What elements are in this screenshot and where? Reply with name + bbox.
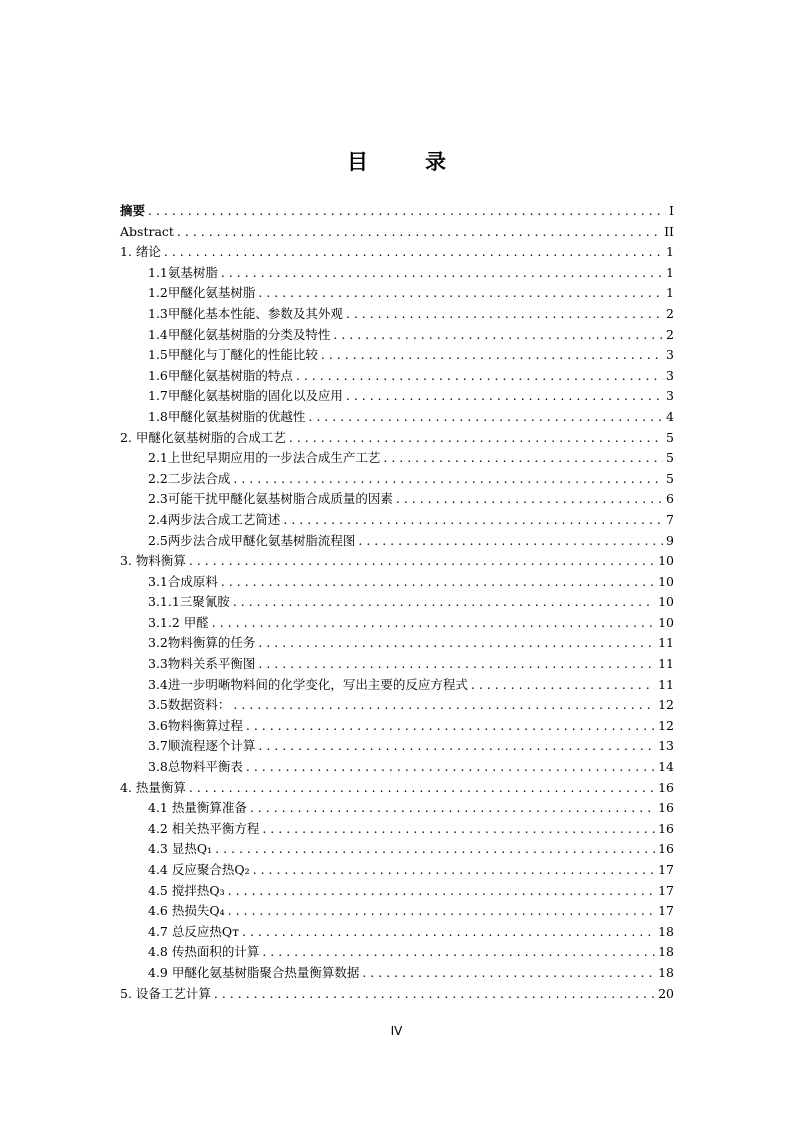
toc-entry-page: 16 — [658, 820, 674, 836]
toc-entry-page: 11 — [658, 676, 674, 692]
toc-entry[interactable] — [120, 901, 674, 922]
toc-entry-label: 2.4两步法合成工艺简述 — [148, 511, 281, 527]
toc-entry-label: 2.5两步法合成甲醚化氨基树脂流程图 — [148, 532, 356, 548]
toc-entry[interactable] — [120, 242, 674, 263]
toc-entry-page: 11 — [658, 635, 674, 651]
toc-entry-page: 12 — [658, 697, 674, 713]
toc-entry[interactable] — [120, 222, 674, 243]
toc-entry[interactable] — [120, 839, 674, 860]
toc-entry[interactable] — [120, 942, 674, 963]
toc-entry[interactable] — [120, 448, 674, 469]
toc-entry-page: 4 — [666, 408, 674, 424]
toc-leader-dots — [253, 860, 655, 881]
toc-leader-dots — [242, 922, 655, 943]
toc-entry[interactable] — [120, 201, 674, 222]
toc-entry-page: 18 — [658, 964, 674, 980]
toc-entry[interactable] — [120, 695, 674, 716]
toc-entry-label: 3.1.2 甲醛 — [148, 614, 209, 630]
toc-entry[interactable] — [120, 819, 674, 840]
toc-entry[interactable] — [120, 345, 674, 366]
toc-leader-dots — [358, 531, 663, 552]
toc-leader-dots — [308, 407, 663, 428]
toc-leader-dots — [164, 242, 663, 263]
toc-entry-page: 2 — [666, 305, 674, 321]
toc-entry-page: 3 — [666, 367, 674, 383]
toc-entry[interactable] — [120, 778, 674, 799]
toc-entry-page: 16 — [658, 779, 674, 795]
toc-entry[interactable] — [120, 325, 674, 346]
toc-entry-page: 5 — [666, 450, 674, 466]
toc-entry[interactable] — [120, 366, 674, 387]
toc-entry[interactable] — [120, 963, 674, 984]
toc-entry-label: Abstract — [120, 223, 174, 239]
toc-entry-label: 4.9 甲醚化氨基树脂聚合热量衡算数据 — [148, 964, 360, 980]
toc-entry-label: 3. 物料衡算 — [120, 553, 186, 569]
toc-entry-label: 2.3可能干扰甲醚化氨基树脂合成质量的因素 — [148, 491, 393, 507]
toc-entry-page: 10 — [658, 573, 674, 589]
toc-entry-label: 3.6物料衡算过程 — [148, 717, 243, 733]
toc-leader-dots — [246, 716, 655, 737]
toc-entry[interactable] — [120, 922, 674, 943]
toc-leader-dots — [228, 881, 655, 902]
toc-entry[interactable] — [120, 304, 674, 325]
toc-entry-page: 10 — [658, 594, 674, 610]
toc-entry-label: 4.8 传热面积的计算 — [148, 944, 260, 960]
toc-entry[interactable] — [120, 469, 674, 490]
toc-leader-dots — [258, 736, 655, 757]
toc-entry-label: 3.2物料衡算的任务 — [148, 635, 256, 651]
toc-entry-page: 5 — [666, 429, 674, 445]
toc-entry[interactable] — [120, 984, 674, 1005]
toc-entry-page: 17 — [658, 903, 674, 919]
toc-entry-label: 1.7甲醚化氨基树脂的固化以及应用 — [148, 388, 343, 404]
toc-entry-label: 5. 设备工艺计算 — [120, 985, 211, 1001]
toc-leader-dots — [215, 839, 655, 860]
toc-entry-label: 4.5 搅拌热Q₃ — [148, 882, 225, 898]
toc-entry-label: 4.1 热量衡算准备 — [148, 800, 247, 816]
toc-leader-dots — [396, 489, 663, 510]
toc-entry-label: 3.1合成原料 — [148, 573, 218, 589]
toc-leader-dots — [296, 366, 663, 387]
toc-entry-label: 2.1上世纪早期应用的一步法合成生产工艺 — [148, 450, 381, 466]
toc-entry-label: 3.4进一步明晰物料间的化学变化，写出主要的反应方程式 — [148, 676, 468, 692]
page-title: 目 录 — [347, 150, 464, 174]
toc-leader-dots — [189, 551, 655, 572]
toc-entry[interactable] — [120, 860, 674, 881]
toc-entry[interactable] — [120, 654, 674, 675]
toc-leader-dots — [250, 798, 655, 819]
toc-entry[interactable] — [120, 283, 674, 304]
toc-leader-dots — [148, 201, 666, 222]
toc-entry[interactable] — [120, 428, 674, 449]
page-number: IV — [390, 1024, 403, 1038]
toc-entry-page: 13 — [658, 738, 674, 754]
toc-entry-label: 1.2甲醚化氨基树脂 — [148, 285, 256, 301]
toc-entry-page: II — [664, 223, 674, 239]
toc-entry-label: 1.5甲醚化与丁醚化的性能比较 — [148, 347, 318, 363]
toc-leader-dots — [233, 695, 655, 716]
toc-entry[interactable] — [120, 510, 674, 531]
toc-entry[interactable] — [120, 736, 674, 757]
toc-leader-dots — [262, 819, 655, 840]
toc-entry[interactable] — [120, 798, 674, 819]
toc-entry-page: 9 — [666, 532, 674, 548]
toc-entry-page: 17 — [658, 882, 674, 898]
toc-entry-page: 16 — [658, 841, 674, 857]
toc-entry[interactable] — [120, 531, 674, 552]
toc-entry-page: 3 — [666, 388, 674, 404]
toc-entry-page: 17 — [658, 862, 674, 877]
toc-leader-dots — [471, 675, 655, 696]
toc-entry-page: 7 — [666, 511, 674, 527]
toc-leader-dots — [383, 448, 663, 469]
toc-entry-page: 10 — [658, 553, 674, 569]
toc-entry-label: 4. 热量衡算 — [120, 779, 186, 795]
toc-entry-page: 3 — [666, 347, 674, 363]
toc-leader-dots — [362, 963, 655, 984]
table-of-contents — [120, 201, 674, 1004]
toc-leader-dots — [221, 263, 663, 284]
toc-leader-dots — [212, 613, 655, 634]
toc-entry-page: 12 — [658, 717, 674, 733]
toc-leader-dots — [333, 325, 663, 346]
toc-entry[interactable] — [120, 386, 674, 407]
toc-entry[interactable] — [120, 633, 674, 654]
toc-leader-dots — [258, 654, 655, 675]
toc-entry-page: 2 — [666, 326, 674, 342]
toc-leader-dots — [189, 778, 655, 799]
toc-entry[interactable] — [120, 572, 674, 593]
toc-leader-dots — [289, 428, 663, 449]
toc-entry-label: 2.2二步法合成 — [148, 470, 231, 486]
toc-leader-dots — [258, 283, 663, 304]
toc-leader-dots — [221, 572, 655, 593]
toc-leader-dots — [283, 510, 663, 531]
toc-entry[interactable] — [120, 407, 674, 428]
toc-entry[interactable] — [120, 263, 674, 284]
toc-leader-dots — [214, 984, 655, 1005]
toc-entry[interactable] — [120, 592, 674, 613]
toc-entry-label: 1.6甲醚化氨基树脂的特点 — [148, 367, 293, 383]
toc-entry-label: 4.3 显热Q₁ — [148, 841, 213, 857]
toc-leader-dots — [233, 592, 655, 613]
toc-leader-dots — [233, 469, 663, 490]
toc-leader-dots — [346, 304, 663, 325]
toc-entry-page: 6 — [666, 491, 674, 507]
toc-entry-label: 摘要 — [120, 203, 146, 218]
toc-entry-page: 16 — [658, 800, 674, 816]
toc-leader-dots — [246, 757, 655, 778]
toc-leader-dots — [262, 942, 655, 963]
toc-entry-label: 3.5数据资料： — [148, 697, 231, 713]
toc-entry[interactable] — [120, 716, 674, 737]
toc-entry-label: 3.8总物料平衡表 — [148, 759, 243, 775]
toc-entry-label: 1.3甲醚化基本性能、参数及其外观 — [148, 305, 343, 321]
toc-leader-dots — [321, 345, 663, 366]
toc-entry-label: 1. 绪论 — [120, 244, 161, 260]
toc-entry-page: 18 — [658, 923, 674, 939]
toc-entry[interactable] — [120, 757, 674, 778]
toc-leader-dots — [258, 633, 655, 654]
toc-entry-label: 3.3物料关系平衡图 — [148, 656, 256, 672]
toc-entry-label: 2. 甲醚化氨基树脂的合成工艺 — [120, 429, 286, 445]
toc-leader-dots — [228, 901, 655, 922]
toc-entry-page: 1 — [666, 264, 674, 280]
toc-entry-page: 10 — [658, 614, 674, 630]
toc-entry-page: 1 — [666, 285, 674, 301]
toc-entry-label: 3.7顺流程逐个计算 — [148, 738, 256, 754]
toc-entry-page: 5 — [666, 470, 674, 486]
toc-entry-page: 20 — [658, 985, 674, 1001]
toc-entry-page: 1 — [666, 244, 674, 260]
toc-entry-page: 18 — [658, 944, 674, 960]
toc-entry[interactable] — [120, 613, 674, 634]
toc-entry[interactable] — [120, 551, 674, 572]
toc-entry-label: 4.2 相关热平衡方程 — [148, 820, 260, 836]
toc-entry-page: 14 — [658, 759, 674, 775]
toc-entry-label: 3.1.1三聚氰胺 — [148, 594, 230, 610]
toc-entry-label: 1.4甲醚化氨基树脂的分类及特性 — [148, 326, 331, 342]
toc-entry-label: 4.6 热损失Q₄ — [148, 903, 225, 919]
toc-entry[interactable] — [120, 675, 674, 696]
toc-entry[interactable] — [120, 881, 674, 902]
toc-leader-dots — [346, 386, 663, 407]
toc-entry-label: 1.1氨基树脂 — [148, 264, 218, 280]
toc-entry-page: I — [669, 203, 674, 218]
toc-entry[interactable] — [120, 489, 674, 510]
toc-entry-label: 4.4 反应聚合热Q₂ — [148, 862, 250, 877]
toc-leader-dots — [177, 222, 661, 243]
toc-entry-label: 4.7 总反应热Qт — [148, 923, 240, 939]
toc-entry-label: 1.8甲醚化氨基树脂的优越性 — [148, 408, 306, 424]
toc-entry-page: 11 — [658, 656, 674, 672]
